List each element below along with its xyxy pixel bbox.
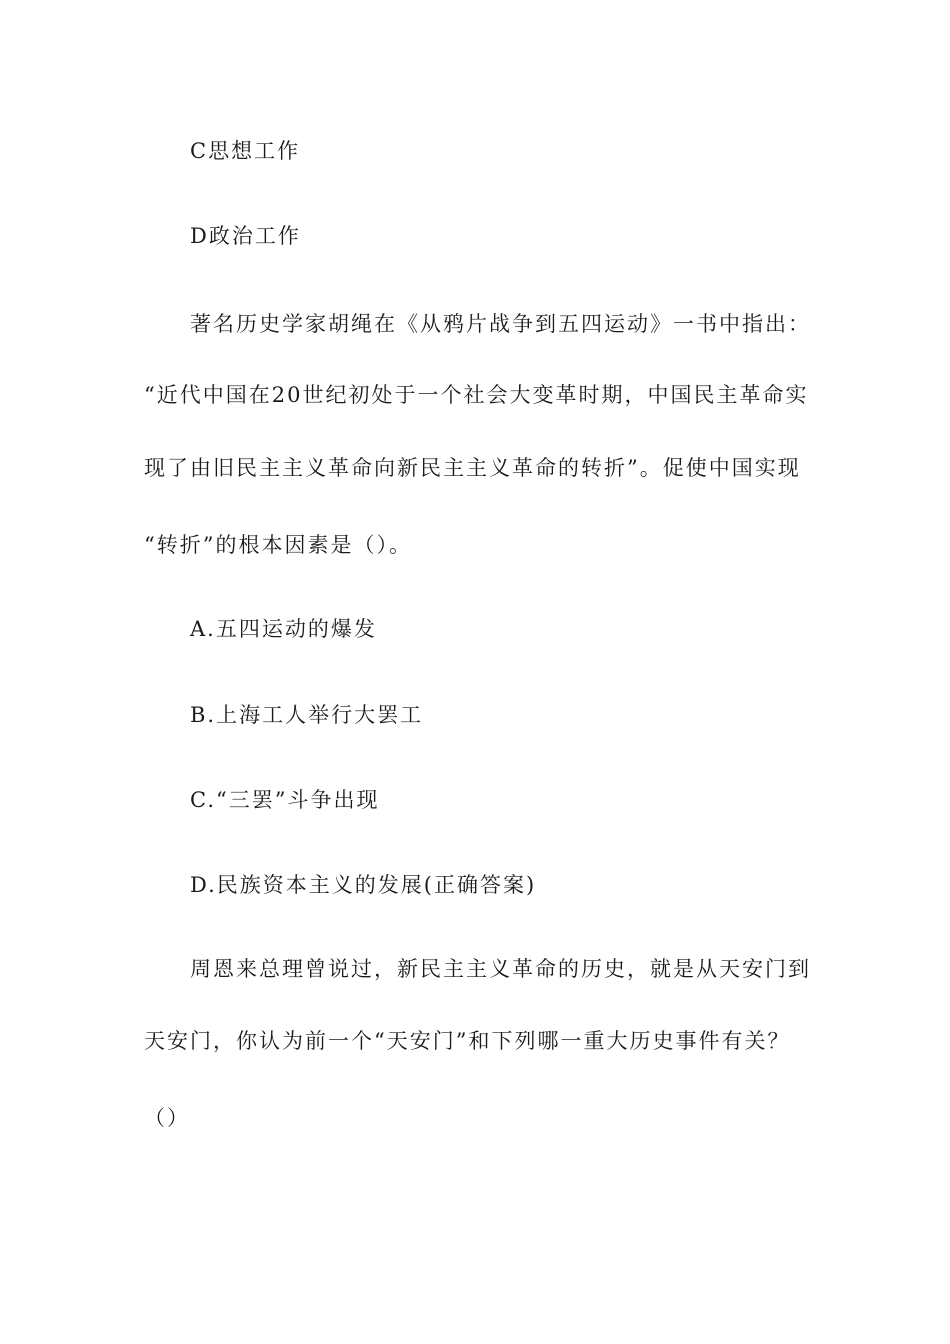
question-2-stem-line-3: 现了由旧民主主义革命向新民主主义革命的转折”。促使中国实现 (144, 456, 801, 480)
question-2-option-b: B.上海工人举行大罢工 (190, 703, 424, 727)
question-2-option-c: C.“三罢”斗争出现 (190, 788, 380, 812)
option-d-prev: D政治工作 (190, 224, 301, 248)
question-3-stem-line-2: 天安门，你认为前一个“天安门”和下列哪一重大历史事件有关？ (144, 1029, 791, 1053)
question-2-option-d: D.民族资本主义的发展(正确答案) (190, 873, 537, 897)
question-3-answer-blank: （） (144, 1106, 190, 1130)
question-2-stem-line-1: 著名历史学家胡绳在《从鸦片战争到五四运动》一书中指出： (190, 312, 811, 336)
question-3-stem-line-1: 周恩来总理曾说过，新民主主义革命的历史，就是从天安门到 (190, 957, 811, 981)
option-c-prev: C思想工作 (190, 139, 301, 163)
question-2-option-a: A.五四运动的爆发 (190, 617, 377, 641)
question-2-stem-line-2: “近代中国在20世纪初处于一个社会大变革时期，中国民主革命实 (144, 383, 809, 407)
question-2-stem-line-4: “转折”的根本因素是（）。 (144, 533, 412, 557)
